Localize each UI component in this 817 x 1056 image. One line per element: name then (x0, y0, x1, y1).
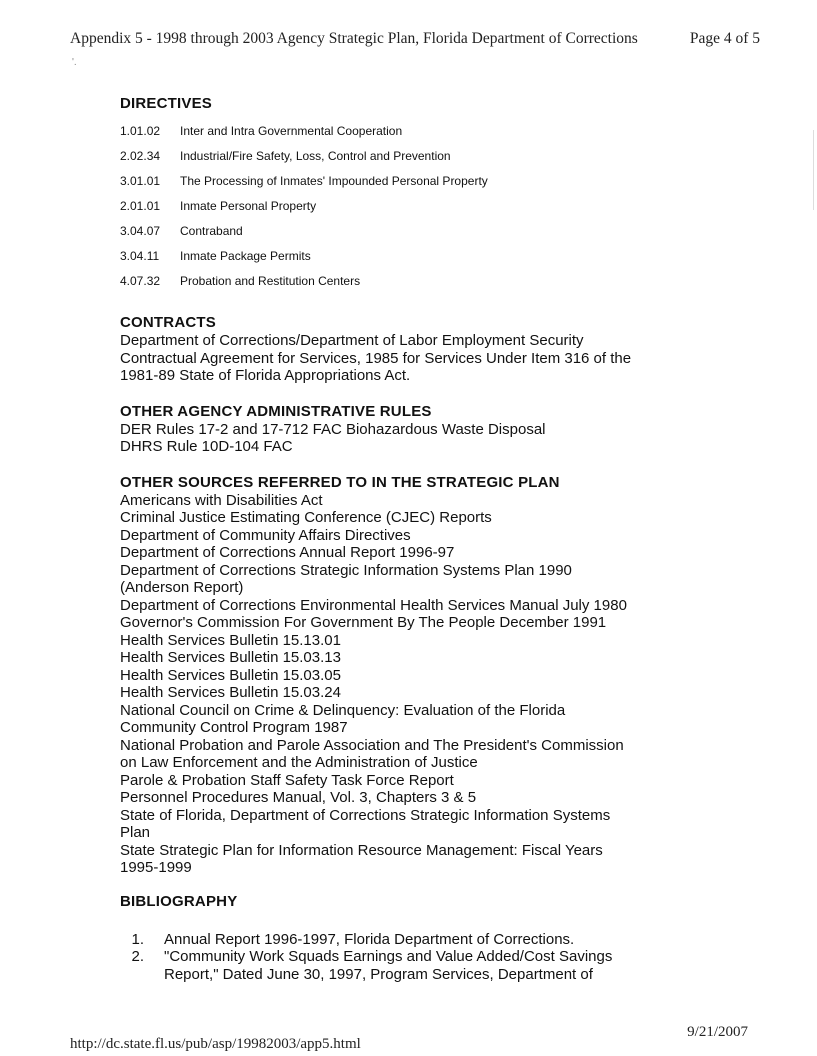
source-line: National Council on Crime & Delinquency: Evaluation of the Florida (120, 701, 566, 719)
directive-code: 4.07.32 (120, 274, 161, 288)
scan-edge-line (813, 130, 814, 210)
directive-item (120, 169, 680, 194)
source-line: Department of Corrections Strategic Information Systems Plan 1990 (120, 561, 572, 579)
directive-item (120, 269, 680, 294)
source-line: Health Services Bulletin 15.03.05 (120, 666, 341, 684)
directive-title: Probation and Restitution Centers (180, 274, 361, 288)
directive-code: 1.01.02 (120, 124, 161, 138)
source-line: State Strategic Plan for Information Resource Management: Fiscal Years (120, 841, 603, 859)
source-url[interactable]: http://dc.state.fl.us/pub/asp/19982003/app5.html (70, 1036, 361, 1052)
directives-heading: DIRECTIVES (120, 95, 213, 112)
source-line: Parole & Probation Staff Safety Task Force Report (120, 771, 454, 789)
page-number: Page 4 of 5 (689, 30, 760, 47)
contracts-heading: CONTRACTS (120, 314, 216, 331)
source-line: Health Services Bulletin 15.13.01 (120, 631, 341, 649)
other-rules-heading: OTHER AGENCY ADMINISTRATIVE RULES (120, 402, 432, 420)
source-line: Governor's Commission For Government By The People December 1991 (120, 614, 607, 631)
directive-item (120, 144, 680, 169)
contracts-line: Contractual Agreement for Services, 1985 for Services Under Item 316 of the (120, 349, 632, 367)
directive-item (120, 244, 680, 269)
directive-code: 3.04.07 (120, 224, 161, 238)
bibliography-heading: BIBLIOGRAPHY (120, 892, 238, 910)
source-line: National Probation and Parole Association and The President's Commission (120, 736, 624, 754)
bibliography-number: 1. (131, 930, 144, 948)
directive-title: Industrial/Fire Safety, Loss, Control and Prevention (180, 149, 451, 163)
bibliography-number: 2. (131, 948, 144, 965)
other-sources-section (120, 474, 680, 877)
source-line: Department of Corrections Environmental Health Services Manual July 1980 (120, 596, 627, 614)
source-line: State of Florida, Department of Corrections Strategic Information Systems (120, 806, 611, 824)
rule-line: DHRS Rule 10D-104 FAC (120, 438, 293, 455)
directives-section (120, 95, 680, 294)
directive-title: Inmate Personal Property (180, 199, 317, 213)
directives-list (120, 119, 680, 294)
source-line: Personnel Procedures Manual, Vol. 3, Chapters 3 & 5 (120, 789, 477, 806)
directive-title: Inmate Package Permits (180, 249, 311, 263)
scan-mark: '. (72, 57, 77, 68)
directive-title: Inter and Intra Governmental Cooperation (180, 124, 403, 138)
directive-item (120, 119, 680, 144)
contracts-section (120, 314, 680, 385)
other-rules-section (120, 403, 680, 456)
bibliography-text: "Community Work Squads Earnings and Value Added/Cost Savings Report," Dated June 30, 1997, Program Services, Department of (164, 948, 613, 983)
source-line: 1995-1999 (120, 859, 192, 876)
document-body (120, 95, 680, 983)
source-line: Health Services Bulletin 15.03.13 (120, 649, 341, 666)
source-line: (Anderson Report) (120, 579, 244, 596)
bibliography-section (120, 893, 680, 984)
source-line: Health Services Bulletin 15.03.24 (120, 684, 341, 701)
source-line: Department of Corrections Annual Report 1996-97 (120, 544, 455, 561)
directive-code: 2.02.34 (120, 149, 161, 163)
directive-code: 3.01.01 (120, 174, 161, 188)
contracts-line: Department of Corrections/Department of Labor Employment Security (120, 332, 584, 349)
rule-line: DER Rules 17-2 and 17-712 FAC Biohazardous Waste Disposal (120, 420, 546, 438)
directive-code: 3.04.11 (120, 249, 160, 263)
directive-title: The Processing of Inmates' Impounded Personal Property (180, 174, 488, 188)
print-date: 9/21/2007 (687, 1024, 748, 1040)
bibliography-item (120, 931, 680, 949)
directive-code: 2.01.01 (120, 199, 161, 213)
source-line: Americans with Disabilities Act (120, 491, 323, 509)
source-line: on Law Enforcement and the Administration of Justice (120, 754, 478, 771)
directive-item (120, 194, 680, 219)
directive-item (120, 219, 680, 244)
bibliography-list (120, 931, 680, 984)
contracts-line: 1981-89 State of Florida Appropriations Act. (120, 367, 411, 384)
bibliography-item (120, 948, 680, 983)
source-line: Criminal Justice Estimating Conference (CJEC) Reports (120, 509, 492, 526)
source-line: Department of Community Affairs Directives (120, 526, 411, 544)
directive-title: Contraband (180, 224, 243, 238)
source-line: Plan (120, 824, 151, 841)
source-line: Community Control Program 1987 (120, 719, 348, 736)
document-title: Appendix 5 - 1998 through 2003 Agency Strategic Plan, Florida Department of Corrections (70, 30, 638, 47)
other-sources-heading: OTHER SOURCES REFERRED TO IN THE STRATEGIC PLAN (120, 473, 560, 491)
bibliography-text: Annual Report 1996-1997, Florida Department of Corrections. (164, 930, 575, 948)
